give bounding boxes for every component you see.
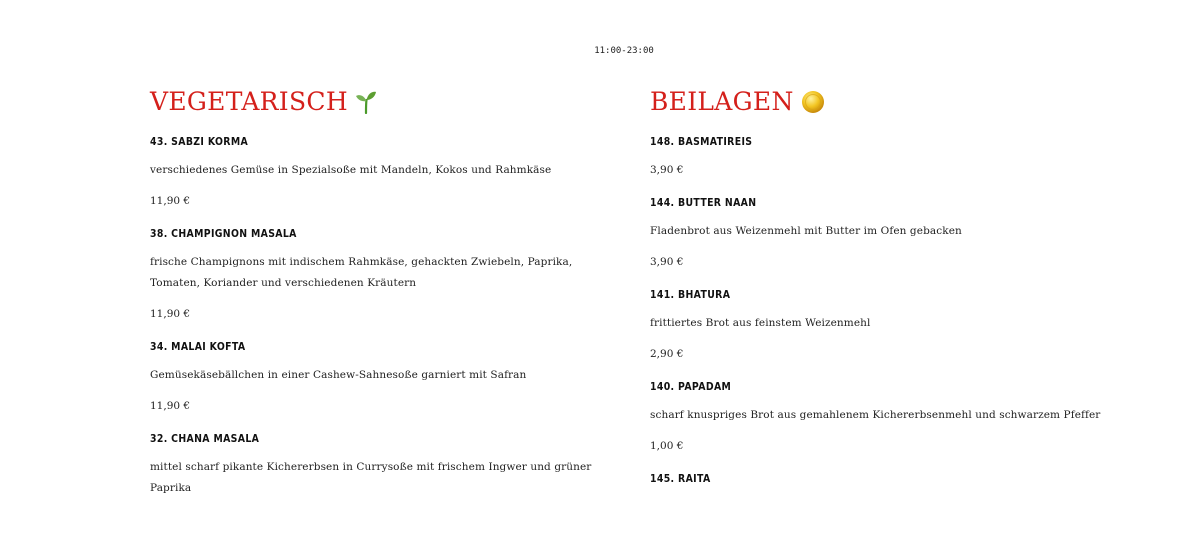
menu-item bbox=[150, 431, 600, 499]
item-price: 2,90 € bbox=[650, 348, 684, 360]
item-price: 3,90 € bbox=[650, 164, 684, 176]
item-description: frittiertes Brot aus feinstem Weizenmehl bbox=[650, 317, 871, 329]
menu-item bbox=[150, 226, 600, 325]
menu-item bbox=[150, 134, 600, 212]
item-name: 148. BASMATIREIS bbox=[650, 135, 753, 148]
seedling-icon bbox=[355, 90, 377, 114]
item-description: frische Champignons mit indischem Rahmkäse, gehackten Zwiebeln, Paprika, Tomaten, Koriander und verschiedenen Kräutern bbox=[150, 256, 573, 289]
item-description: Fladenbrot aus Weizenmehl mit Butter im Ofen gebacken bbox=[650, 225, 962, 237]
item-name: 34. MALAI KOFTA bbox=[150, 340, 246, 353]
item-price: 1,00 € bbox=[650, 440, 684, 452]
section-title-beilagen bbox=[650, 84, 1150, 120]
item-price: 11,90 € bbox=[150, 400, 191, 412]
item-price: 11,90 € bbox=[150, 195, 191, 207]
section-vegetarisch bbox=[150, 84, 600, 499]
item-description: verschiedenes Gemüse in Spezialsoße mit Mandeln, Kokos und Rahmkäse bbox=[150, 164, 552, 176]
item-price: 3,90 € bbox=[650, 256, 684, 268]
item-name: 38. CHAMPIGNON MASALA bbox=[150, 227, 297, 240]
item-name: 145. RAITA bbox=[650, 472, 711, 485]
menu-item bbox=[650, 134, 1150, 181]
item-description: Gemüsekäsebällchen in einer Cashew-Sahnesoße garniert mit Safran bbox=[150, 369, 527, 381]
section-title-text: VEGETARISCH bbox=[150, 87, 348, 116]
section-title-vegetarisch bbox=[150, 84, 600, 120]
menu-item bbox=[650, 471, 1150, 487]
item-name: 32. CHANA MASALA bbox=[150, 432, 260, 445]
coin-icon bbox=[801, 90, 825, 114]
item-price: 11,90 € bbox=[150, 308, 191, 320]
item-description: mittel scharf pikante Kichererbsen in Currysoße mit frischem Ingwer und grüner Paprika bbox=[150, 461, 592, 494]
section-title-text: BEILAGEN bbox=[650, 87, 794, 116]
menu-item bbox=[650, 195, 1150, 273]
item-name: 43. SABZI KORMA bbox=[150, 135, 249, 148]
menu-item bbox=[650, 379, 1150, 457]
item-name: 140. PAPADAM bbox=[650, 380, 732, 393]
section-beilagen bbox=[650, 84, 1150, 487]
menu-item bbox=[150, 339, 600, 417]
item-name: 141. BHATURA bbox=[650, 288, 731, 301]
item-name: 144. BUTTER NAAN bbox=[650, 196, 757, 209]
opening-hours: 11:00-23:00 bbox=[594, 46, 654, 56]
item-description: scharf knuspriges Brot aus gemahlenem Kichererbsenmehl und schwarzem Pfeffer bbox=[650, 409, 1101, 421]
menu-item bbox=[650, 287, 1150, 365]
